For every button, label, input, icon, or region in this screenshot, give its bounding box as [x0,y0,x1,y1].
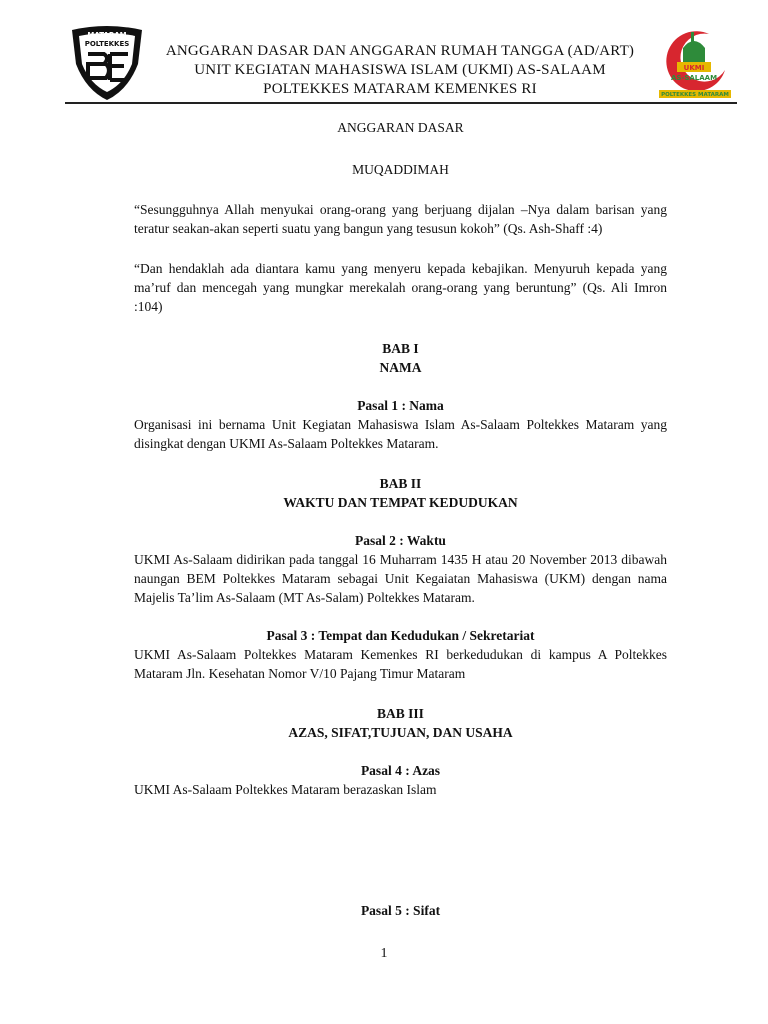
pasal-5-title: Pasal 5 : Sifat [360,903,441,918]
header-line-3: POLTEKKES MATARAM KEMENKES RI [263,81,537,97]
bem-logo-icon [66,24,148,102]
letterhead-text [150,42,650,99]
pasal-4-text: UKMI As-Salaam Poltekkes Mataram berazaskan Islam [134,782,437,797]
header-divider [65,102,737,104]
bab-1-label: BAB I [382,341,419,356]
svg-text:POLTEKKES MATARAM: POLTEKKES MATARAM [661,92,729,98]
pasal-2-text: UKMI As-Salaam didirikan pada tanggal 16 Muharram 1435 H atau 20 November 2013 dibawah naungan BEM Poltekkes Mataram sebagai Unit Kegaiatan Mahasiswa (UKM) dengan nama Majelis Ta’lim As-Salaam (MT As-Salam) Poltekkes Mataram. [134,552,667,605]
document-body [134,118,667,920]
svg-text:POLTEKKES: POLTEKKES [84,40,130,48]
document-title: ANGGARAN DASAR [337,120,464,135]
bab-3-title: AZAS, SIFAT,TUJUAN, DAN USAHA [288,725,513,740]
pasal-3-text: UKMI As-Salaam Poltekkes Mataram Kemenkes RI berkedudukan di kampus A Poltekkes Mataram Jln. Kesehatan Nomor V/10 Pajang Timur Mataram [134,647,667,681]
ukmi-as-salaam-logo-icon [653,26,735,102]
quote-1: “Sesungguhnya Allah menyukai orang-orang yang berjuang dijalan –Nya dalam barisan yang teratur seakan-akan seperti suatu yang bangun yang tesusun kokoh” (Qs. Ash-Shaff :4) [134,202,667,236]
pasal-1-title: Pasal 1 : Nama [357,398,444,413]
header-line-2: UNIT KEGIATAN MAHASISWA ISLAM (UKMI) AS-SALAAM [194,62,606,78]
bab-3-label: BAB III [377,706,424,721]
header-line-1: ANGGARAN DASAR DAN ANGGARAN RUMAH TANGGA (AD/ART) [165,43,635,59]
quote-2: “Dan hendaklah ada diantara kamu yang menyeru kepada kebajikan. Menyuruh kepada yang ma’ruf dan mencegah yang mungkar merekalah orang-orang yang beruntung” (Qs. Ali Imron :104) [134,261,667,314]
pasal-2-title: Pasal 2 : Waktu [355,533,446,548]
svg-text:MATARAM: MATARAM [87,31,127,39]
page-number: 1 [380,946,388,961]
pasal-3-title: Pasal 3 : Tempat dan Kedudukan / Sekretariat [266,628,535,643]
letterhead [0,0,768,110]
bab-2-title: WAKTU DAN TEMPAT KEDUDUKAN [283,495,518,510]
svg-text:AS-SALAAM: AS-SALAAM [670,74,718,82]
svg-text:UKMI: UKMI [683,64,705,72]
bab-1-title: NAMA [379,360,422,375]
bab-2-label: BAB II [379,476,422,491]
pasal-4-title: Pasal 4 : Azas [360,763,441,778]
muqaddimah-heading: MUQADDIMAH [352,162,449,177]
pasal-1-text: Organisasi ini bernama Unit Kegiatan Mahasiswa Islam As-Salaam Poltekkes Mataram yang disingkat dengan UKMI As-Salaam Poltekkes Mataram. [134,417,667,451]
